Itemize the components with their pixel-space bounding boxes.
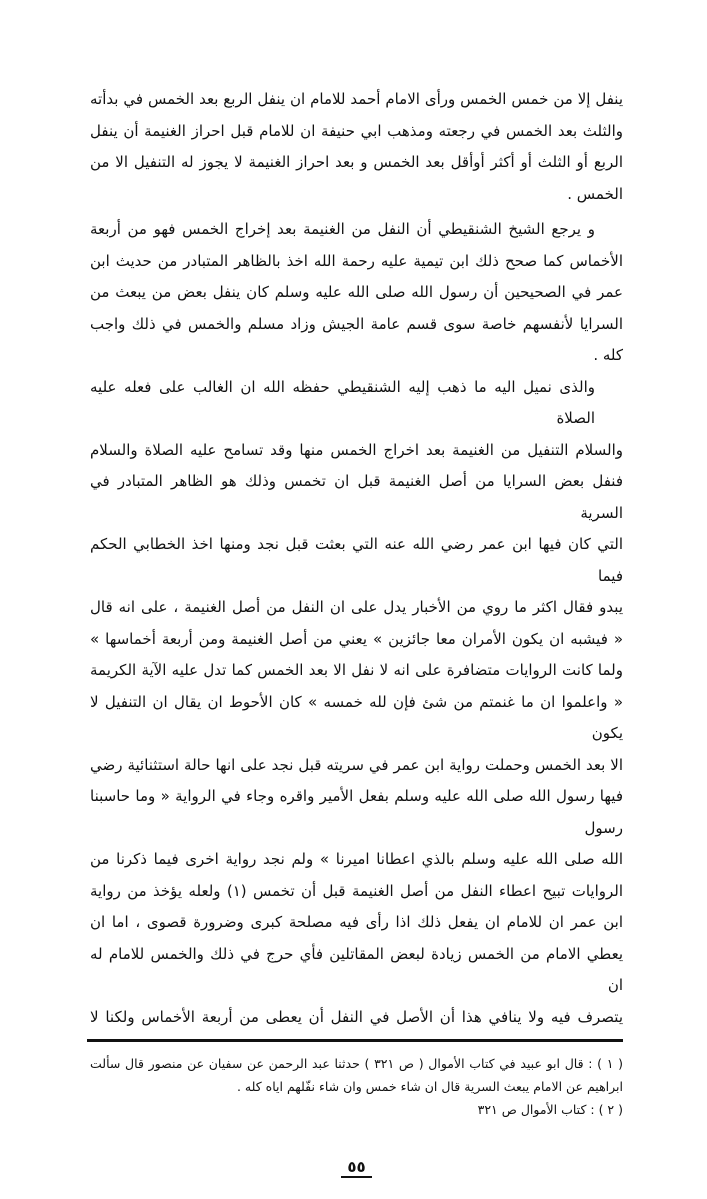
main-text (90, 84, 623, 1033)
text-line: و يرجع الشيخ الشنقيطي أن النفل من الغنيمة بعد إخراج الخمس فهو من أربعة (90, 220, 595, 238)
text-line: الروايات تبيح اعطاء النفل من أصل الغنيمة قبل أن تخمس (١) ولعله يؤخذ من رواية (90, 881, 623, 900)
text-line: والثلث بعد الخمس في رجعته ومذهب ابي حنيفة ان للامام قبل احراز الغنيمة أن ينفل (90, 121, 623, 140)
text-line: « واعلموا ان ما غنمتم من شئ فإن لله خمسه » كان الأحوط ان يقال ان التنفيل لا يكون (90, 692, 623, 742)
text-line: ينفل إلا من خمس الخمس ورأى الامام أحمد للامام ان ينفل الربع بعد الخمس في بدأته (90, 90, 623, 108)
paragraph-2 (90, 214, 623, 372)
text-line: فنفل بعض السرايا من أصل الغنيمة قبل ان تخمس وذلك هو الظاهر المتبادر في السرية (90, 472, 623, 522)
text-line: التي كان فيها ابن عمر رضي الله عنه التي بعثت قبل نجد ومنها اخذ الخطابي الحكم فيما (90, 535, 623, 585)
text-line: الأخماس كما صحح ذلك ابن تيمية عليه رحمة الله اخذ بالظاهر المتبادر من حديث ابن (90, 251, 623, 270)
footnote-1-continued: ابراهيم عن الامام يبعث السرية قال ان شاء خمس وان شاء نفّلهم اياه كله . (236, 1079, 623, 1094)
text-line: الخمس . (567, 184, 623, 203)
text-line: الربع أو الثلث أو أكثر أوأقل بعد الخمس و بعد احراز الغنيمة لا يجوز له التنفيل الا من (90, 153, 623, 171)
text-line: عمر في الصحيحين أن رسول الله صلى الله عليه وسلم كان ينفل بعض من يبعث من (90, 283, 623, 301)
text-line: والذى نميل اليه ما ذهب إليه الشنقيطي حفظه الله ان الغالب على فعله عليه الصلاة (90, 377, 595, 427)
text-line: الا بعد الخمس وحملت رواية ابن عمر في سريته قبل نجد على انها حالة استثنائية رضي (90, 755, 623, 774)
text-line: كله . (593, 346, 623, 364)
text-line: السرايا لأنفسهم خاصة سوى قسم عامة الجيش وزاد مسلم والخمس في ذلك واجب (90, 314, 623, 333)
text-line: ابن عمر ان للامام ان يفعل ذلك اذا رأى فيه مصلحة كبرى وضرورة قصوى ، اما ان (90, 913, 623, 931)
text-line: فيها رسول الله صلى الله عليه وسلم بفعل الأمير واقره وجاء في الرواية « وما حاسبنا رسول (90, 787, 623, 837)
page-number-text: ٥٥ (341, 1158, 371, 1178)
footnotes (90, 1052, 623, 1121)
text-line: ولما كانت الروايات متضافرة على انه لا نفل الا بعد الخمس كما تدل عليه الآية الكريمة (90, 661, 623, 679)
page-number (90, 1155, 623, 1179)
footnote-1: ( ١ ) : قال ابو عبيد في كتاب الأموال ( ص ٣٢١ ) حدثنا عبد الرحمن عن سفيان عن منصور قال سألت (90, 1056, 624, 1071)
text-line: يتصرف فيه ولا ينافي هذا أن الأصل في النفل أن يعطى من أربعة الأخماس ولكنا لا (90, 1007, 623, 1026)
text-line: الله صلى الله عليه وسلم بالذي اعطانا اميرنا » ولم نجد رواية اخرى فيما ذكرنا من (90, 850, 623, 868)
footnote-2: ( ٢ ) : كتاب الأموال ص ٣٢١ (477, 1102, 623, 1117)
text-line: يعطي الامام من الخمس زيادة لبعض المقاتلين فأي حرج في ذلك والخمس للامام له ان (90, 944, 623, 994)
paragraph-3 (90, 372, 623, 1034)
text-line: والسلام التنفيل من الغنيمة بعد اخراج الخمس منها وقد تسامح عليه الصلاة والسلام (90, 440, 623, 459)
text-line: يبدو فقال اكثر ما روي من الأخبار يدل على ان النفل من أصل الغنيمة ، على انه قال (90, 598, 623, 616)
text-line: « فيشبه ان يكون الأمران معا جائزين » يعني من أصل الغنيمة ومن أربعة أخماسها » (90, 629, 623, 648)
paragraph-1 (90, 84, 623, 210)
footnote-divider (87, 1039, 623, 1042)
